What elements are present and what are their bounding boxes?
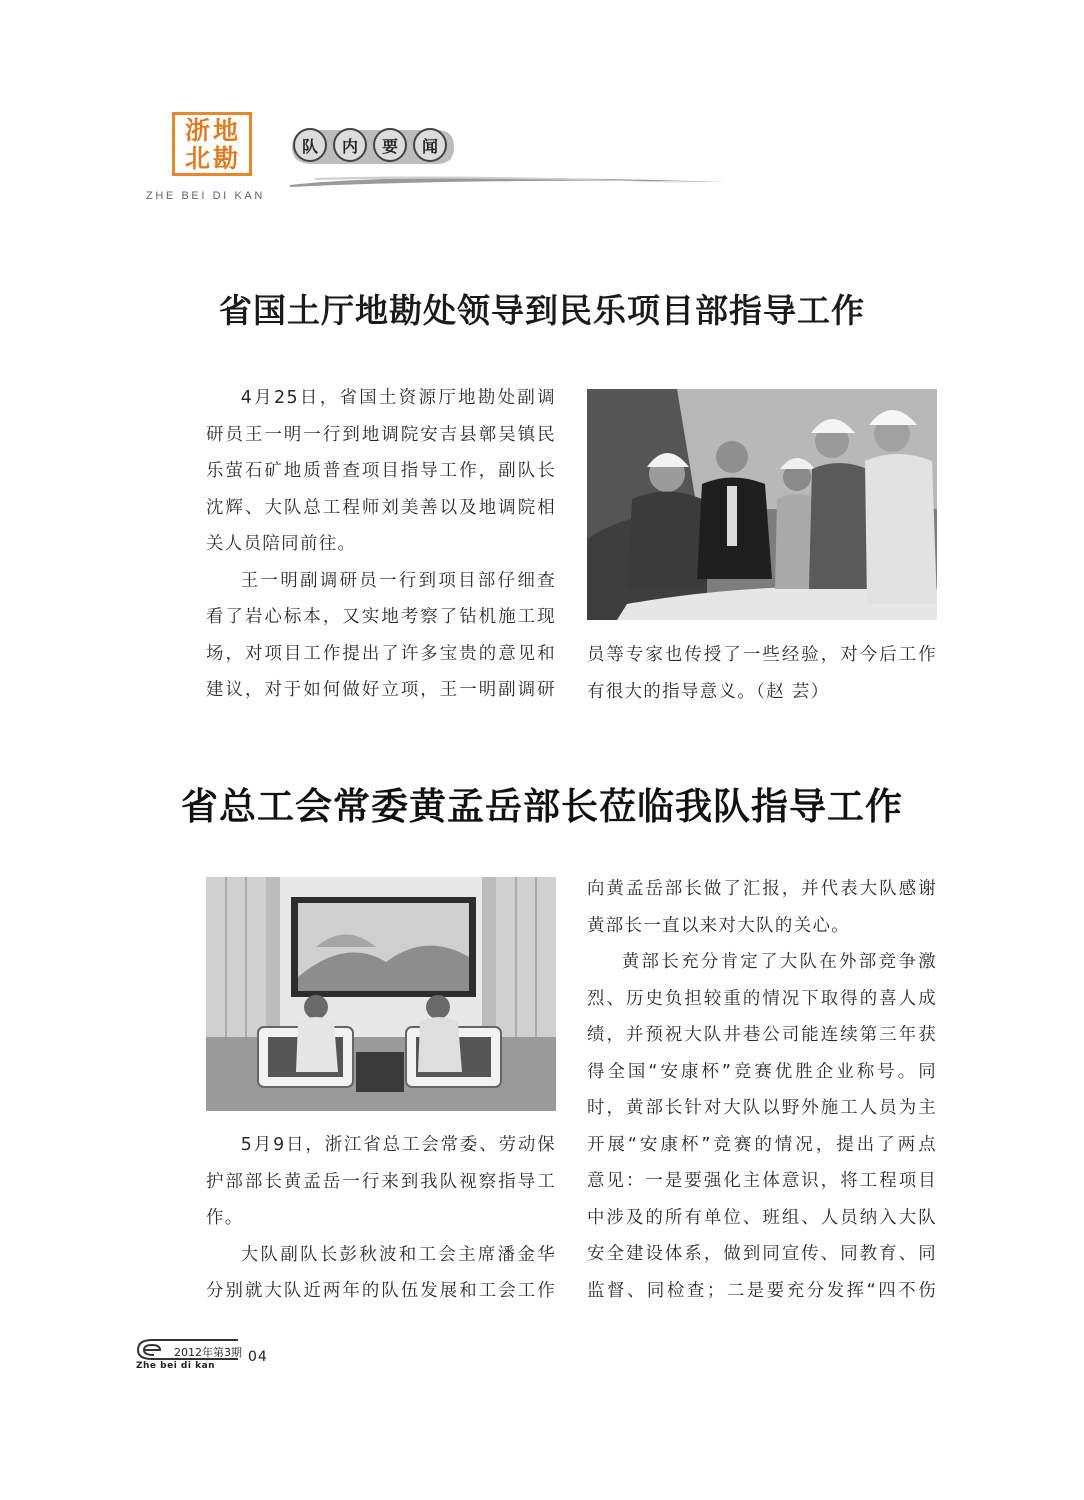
text-line: 时，黄部长针对大队以野外施工人员为主: [587, 1098, 937, 1118]
header-swoosh: [285, 170, 730, 190]
text-line: 员等专家也传授了一些经验，对今后工作: [587, 645, 937, 665]
field-inspection-photo: [587, 389, 937, 620]
text-line: 有很大的指导意义。（赵 芸）: [587, 681, 830, 702]
text-line: 安全建设体系，做到同宣传、同教育、同: [587, 1244, 937, 1264]
text-line: 黄部长充分肯定了大队在外部竞争激: [621, 952, 937, 972]
logo-frame: [172, 112, 252, 176]
logo-char: 地: [213, 116, 239, 145]
text-line: 场，对项目工作提出了许多宝贵的意见和: [206, 643, 556, 664]
section-badge: 内: [333, 128, 367, 162]
text-line: 大队副队长彭秋波和工会主席潘金华: [240, 1244, 556, 1265]
text-line: 王一明副调研员一行到项目部仔细查: [240, 570, 556, 591]
text-line: 研员王一明一行到地调院安吉县鄣吴镇民: [206, 424, 556, 445]
logo-char: 北: [185, 144, 211, 173]
text-line: 护部部长黄孟岳一行来到我队视察指导工: [206, 1171, 556, 1192]
article2-left-column: [206, 1127, 556, 1310]
text-line: 黄部长一直以来对大队的关心。: [587, 915, 851, 936]
logo-char: 浙: [185, 116, 211, 145]
text-line: 作。: [206, 1208, 244, 1228]
footer-issue: 2012年第3期: [174, 1346, 242, 1359]
text-line: 绩，并预祝大队井巷公司能连续第三年获: [587, 1025, 937, 1045]
article2-right-column: [587, 871, 937, 1309]
text-line: 意见：一是要强化主体意识，将工程项目: [587, 1171, 937, 1191]
text-line: 烈、历史负担较重的情况下取得的喜人成: [587, 988, 937, 1009]
section-badge: 闻: [413, 128, 447, 162]
logo-subtitle: ZHE BEI DI KAN: [146, 190, 265, 202]
section-badge: 要: [373, 128, 407, 162]
text-line: 得全国“安康杯”竞赛优胜企业称号。同: [587, 1061, 937, 1082]
logo-char: 勘: [213, 144, 239, 173]
article1-title: 省国土厅地勘处领导到民乐项目部指导工作: [219, 291, 865, 330]
text-line: 建议，对于如何做好立项，王一明副调研: [206, 680, 556, 700]
text-line: 4月25日，省国土资源厅地勘处副调: [240, 388, 556, 408]
article2-title: 省总工会常委黄孟岳部长莅临我队指导工作: [181, 785, 903, 828]
section-badge: 队: [293, 128, 327, 162]
text-line: 中涉及的所有单位、班组、人员纳入大队: [587, 1207, 937, 1228]
article1-right-column: [587, 637, 937, 710]
photo-illustration: [587, 389, 937, 620]
text-line: 看了岩心标本，又实地考察了钻机施工现: [206, 607, 556, 627]
article1-left-column: [206, 380, 556, 709]
text-line: 分别就大队近两年的队伍发展和工会工作: [206, 1281, 556, 1301]
text-line: 沈辉、大队总工程师刘美善以及地调院相: [206, 497, 556, 518]
text-line: 5月9日，浙江省总工会常委、劳动保: [240, 1135, 556, 1155]
text-line: 监督、同检查；二是要充分发挥“四不伤: [587, 1280, 937, 1301]
text-line: 关人员陪同前往。: [206, 534, 357, 554]
meeting-photo: [206, 877, 556, 1111]
footer-page-number: 04: [248, 1349, 268, 1365]
text-line: 乐萤石矿地质普查项目指导工作，副队长: [206, 461, 556, 481]
photo-illustration: [206, 877, 556, 1111]
footer-subtitle: Zhe bei di kan: [136, 1361, 216, 1371]
text-line: 向黄孟岳部长做了汇报，并代表大队感谢: [587, 879, 937, 899]
text-line: 开展“安康杯”竞赛的情况，提出了两点: [587, 1134, 937, 1155]
